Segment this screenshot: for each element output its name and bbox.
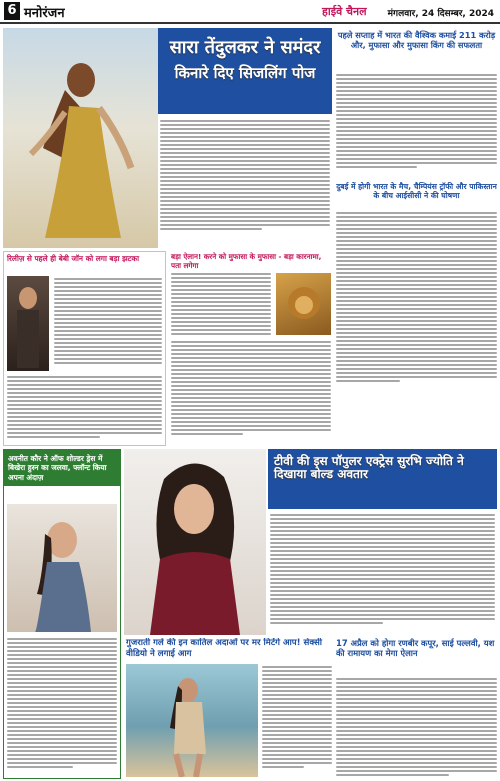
lead-headline-line2: किनारे दिए सिजलिंग पोज [174,64,316,83]
woman-figure-illustration [3,28,158,248]
lead-beach-photo [3,28,158,248]
right-top-story [336,30,497,180]
page-number: 6 [4,2,20,20]
gujarati-photo [126,664,258,777]
ramayan-headline: 17 अप्रैल को होगा रणबीर कपूर, साई पल्लवी, यश की रामायण का मेगा ऐलान [336,638,495,659]
lead-headline-panel [158,28,332,114]
surbhi-headline-panel [268,449,497,509]
actress-figure-illustration [7,504,117,632]
lion-icon [276,273,331,335]
masthead [0,0,500,24]
ramayan-story [336,638,497,779]
mufasa-story [168,251,334,446]
lead-body-text [160,120,330,232]
section-title: मनोरंजन [24,6,65,21]
actress-portrait-illustration [124,449,266,635]
gujarati-headline: गुजराती गर्ल की इन कातिल अदाओं पर मर मिटेंगे आप! सेक्सी वीडियो ने लगाई आग [126,638,323,659]
mufasa-headline: बड़ा ऐलान! करने को मुफासा के मुफासा - बड़ा कारनामा, पता लगेगा [171,252,322,270]
actor-figure-illustration [7,276,49,371]
right-mid-story [336,182,497,397]
surbhi-body-text [270,514,495,626]
woman-beach-illustration [126,664,258,777]
lead-headline-line1: सारा तेंदुलकर ने समंदर [169,37,321,58]
avneet-headline: अवनीत कौर ने ऑफ शोल्डर ड्रेस में बिखेरा हुस्न का जलवा, फ्लॉन्ट किया अपना अंदाज़ [4,450,120,486]
baby-john-story [3,251,166,446]
paper-logo: हाईवे चैनल [322,5,367,18]
mufasa-poster [276,273,331,335]
gujarati-story [124,638,334,779]
right-mid-headline: दुबई में होगी भारत के मैच, चैम्पियंस ट्रॉफी और पाकिस्तान के बीच आईसीसी ने की घोषणा [336,182,497,201]
baby-john-headline: रिलीज़ से पहले ही बेबी जॉन को लगा बड़ा झटका [7,254,139,263]
surbhi-headline: टीवी की इस पॉपुलर एक्ट्रेस सुरभि ज्योति ने दिखाया बोल्ड अवतार [274,454,464,481]
right-top-headline: पहले सप्ताह में भारत की वैश्विक कमाई 211 करोड़ और, मुफासा और मुफासा किंग की सफलता [337,30,496,51]
baby-john-photo [7,276,49,371]
avneet-story [3,449,121,779]
dateline: मंगलवार, 24 दिसम्बर, 2024 [387,9,494,19]
avneet-photo [7,504,117,632]
surbhi-photo [124,449,266,635]
